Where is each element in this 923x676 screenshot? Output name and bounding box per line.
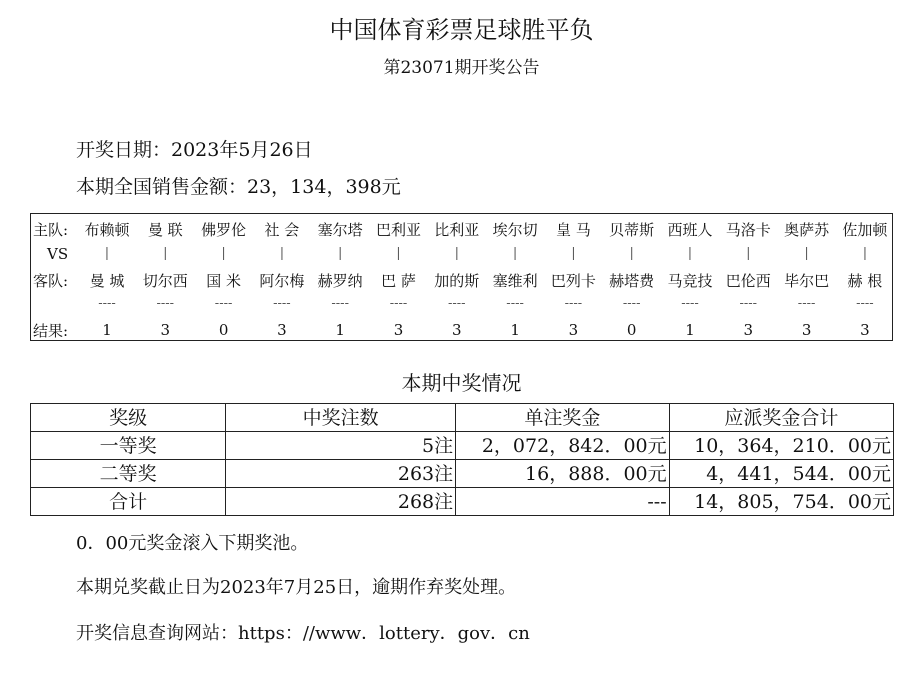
page-title: 中国体育彩票足球胜平负: [329, 16, 594, 44]
away-team: 巴伦西: [725, 272, 771, 290]
away-team: 阿尔梅: [259, 272, 305, 290]
dash-separator: ----: [506, 296, 524, 311]
away-team: 赫罗纳: [317, 272, 363, 290]
home-team: 曼 联: [147, 221, 183, 239]
away-team: 巴列卡: [550, 272, 596, 290]
dash-separator: ----: [98, 296, 116, 311]
dash-separator: ----: [681, 296, 699, 311]
result-value: 3: [568, 321, 579, 339]
dash-separator: ----: [797, 296, 816, 311]
dash-separator: ----: [273, 296, 291, 311]
result-value: 3: [801, 321, 812, 339]
home-team: 贝蒂斯: [609, 221, 655, 239]
dash-separator: ----: [389, 296, 408, 311]
away-team: 切尔西: [142, 272, 188, 290]
header-total: 应派奖金合计: [669, 404, 893, 432]
home-team: 佛罗伦: [201, 221, 247, 239]
vs-separator: |: [279, 246, 285, 261]
dash-separator: ----: [622, 296, 641, 311]
level-cell: 二等奖: [31, 460, 226, 488]
result-value: 1: [335, 321, 345, 339]
away-team: 马竞技: [667, 272, 713, 290]
count-cell: 5注: [226, 432, 456, 460]
vs-separator: |: [512, 246, 518, 261]
dash-separator: ----: [739, 296, 758, 311]
home-team: 布赖顿: [84, 221, 130, 239]
single-cell: ---: [456, 488, 670, 516]
level-cell: 合计: [31, 488, 226, 516]
vs-separator: |: [571, 246, 576, 261]
dash-separator: ----: [156, 296, 175, 311]
header-single: 单注奖金: [456, 404, 670, 432]
away-team: 国 米: [206, 272, 241, 290]
dash-separator: ----: [856, 296, 874, 311]
home-team: 佐加顿: [842, 221, 888, 239]
rollover-note: 0．00元奖金滚入下期奖池。: [76, 533, 309, 554]
result-value: 1: [102, 321, 112, 339]
count-cell: 263注: [226, 460, 456, 488]
home-team: 比利亚: [434, 221, 480, 239]
result-value: 3: [393, 321, 404, 339]
single-cell: 2，072，842．00元: [456, 432, 670, 460]
result-value: 1: [685, 321, 695, 339]
result-value: 1: [510, 321, 520, 339]
home-team: 马洛卡: [725, 221, 771, 239]
draw-date: 开奖日期：2023年5月26日: [76, 139, 313, 161]
home-label: 主队:: [33, 221, 69, 239]
single-cell: 16，888．00元: [456, 460, 670, 488]
page-subtitle: 第23071期开奖公告: [383, 58, 540, 78]
home-team: 皇 马: [556, 221, 591, 239]
vs-label: VS: [47, 245, 69, 263]
home-team: 巴利亚: [375, 221, 421, 239]
vs-separator: |: [337, 246, 343, 261]
away-team: 赫 根: [847, 272, 883, 290]
total-cell: 14，805，754．00元: [669, 488, 893, 516]
away-team: 塞维利: [492, 272, 538, 290]
dash-separator: ----: [448, 296, 466, 311]
vs-separator: |: [629, 246, 634, 261]
vs-separator: |: [687, 246, 693, 261]
result-value: 3: [277, 321, 287, 339]
prize-section-title: 本期中奖情况: [401, 371, 522, 395]
dash-separator: ----: [214, 296, 233, 311]
away-team: 赫塔费: [609, 272, 655, 290]
away-team: 毕尔巴: [784, 272, 830, 290]
dash-separator: ----: [564, 296, 583, 311]
result-value: 0: [626, 321, 637, 339]
away-team: 曼 城: [89, 272, 125, 290]
home-team: 社 会: [264, 221, 300, 239]
away-team: 巴 萨: [381, 272, 416, 290]
deadline-note: 本期兑奖截止日为2023年7月25日，逾期作弃奖处理。: [76, 577, 517, 598]
home-team: 埃尔切: [492, 221, 538, 239]
result-value: 3: [743, 321, 754, 339]
result-label: 结果:: [33, 322, 69, 340]
count-cell: 268注: [226, 488, 456, 516]
away-team: 加的斯: [434, 272, 480, 290]
header-count: 中奖注数: [226, 404, 456, 432]
away-label: 客队:: [33, 272, 69, 290]
website-note: 开奖信息查询网站：https：//www．lottery．gov．cn: [76, 623, 530, 644]
level-cell: 一等奖: [31, 432, 226, 460]
result-value: 3: [452, 321, 462, 339]
table-row: [31, 460, 894, 488]
vs-separator: |: [104, 246, 110, 261]
vs-separator: |: [862, 246, 868, 261]
result-value: 0: [218, 321, 229, 339]
home-team: 奥萨苏: [784, 221, 830, 239]
result-value: 3: [860, 321, 870, 339]
prize-header-row: [31, 404, 894, 432]
prize-table: [30, 403, 894, 516]
vs-separator: |: [163, 246, 168, 261]
sales-amount: 本期全国销售金额：23，134，398元: [76, 176, 401, 198]
header-level: 奖级: [31, 404, 226, 432]
total-cell: 4，441，544．00元: [669, 460, 893, 488]
dash-separator: ----: [331, 296, 349, 311]
vs-separator: |: [804, 246, 809, 261]
home-team: 西班人: [667, 221, 713, 239]
vs-separator: |: [746, 246, 751, 261]
vs-separator: |: [221, 246, 226, 261]
vs-separator: |: [396, 246, 401, 261]
table-row: [31, 488, 894, 516]
vs-separator: |: [454, 246, 459, 261]
table-row: [31, 432, 894, 460]
total-cell: 10，364，210．00元: [669, 432, 893, 460]
result-value: 3: [160, 321, 171, 339]
home-team: 塞尔塔: [317, 221, 363, 239]
